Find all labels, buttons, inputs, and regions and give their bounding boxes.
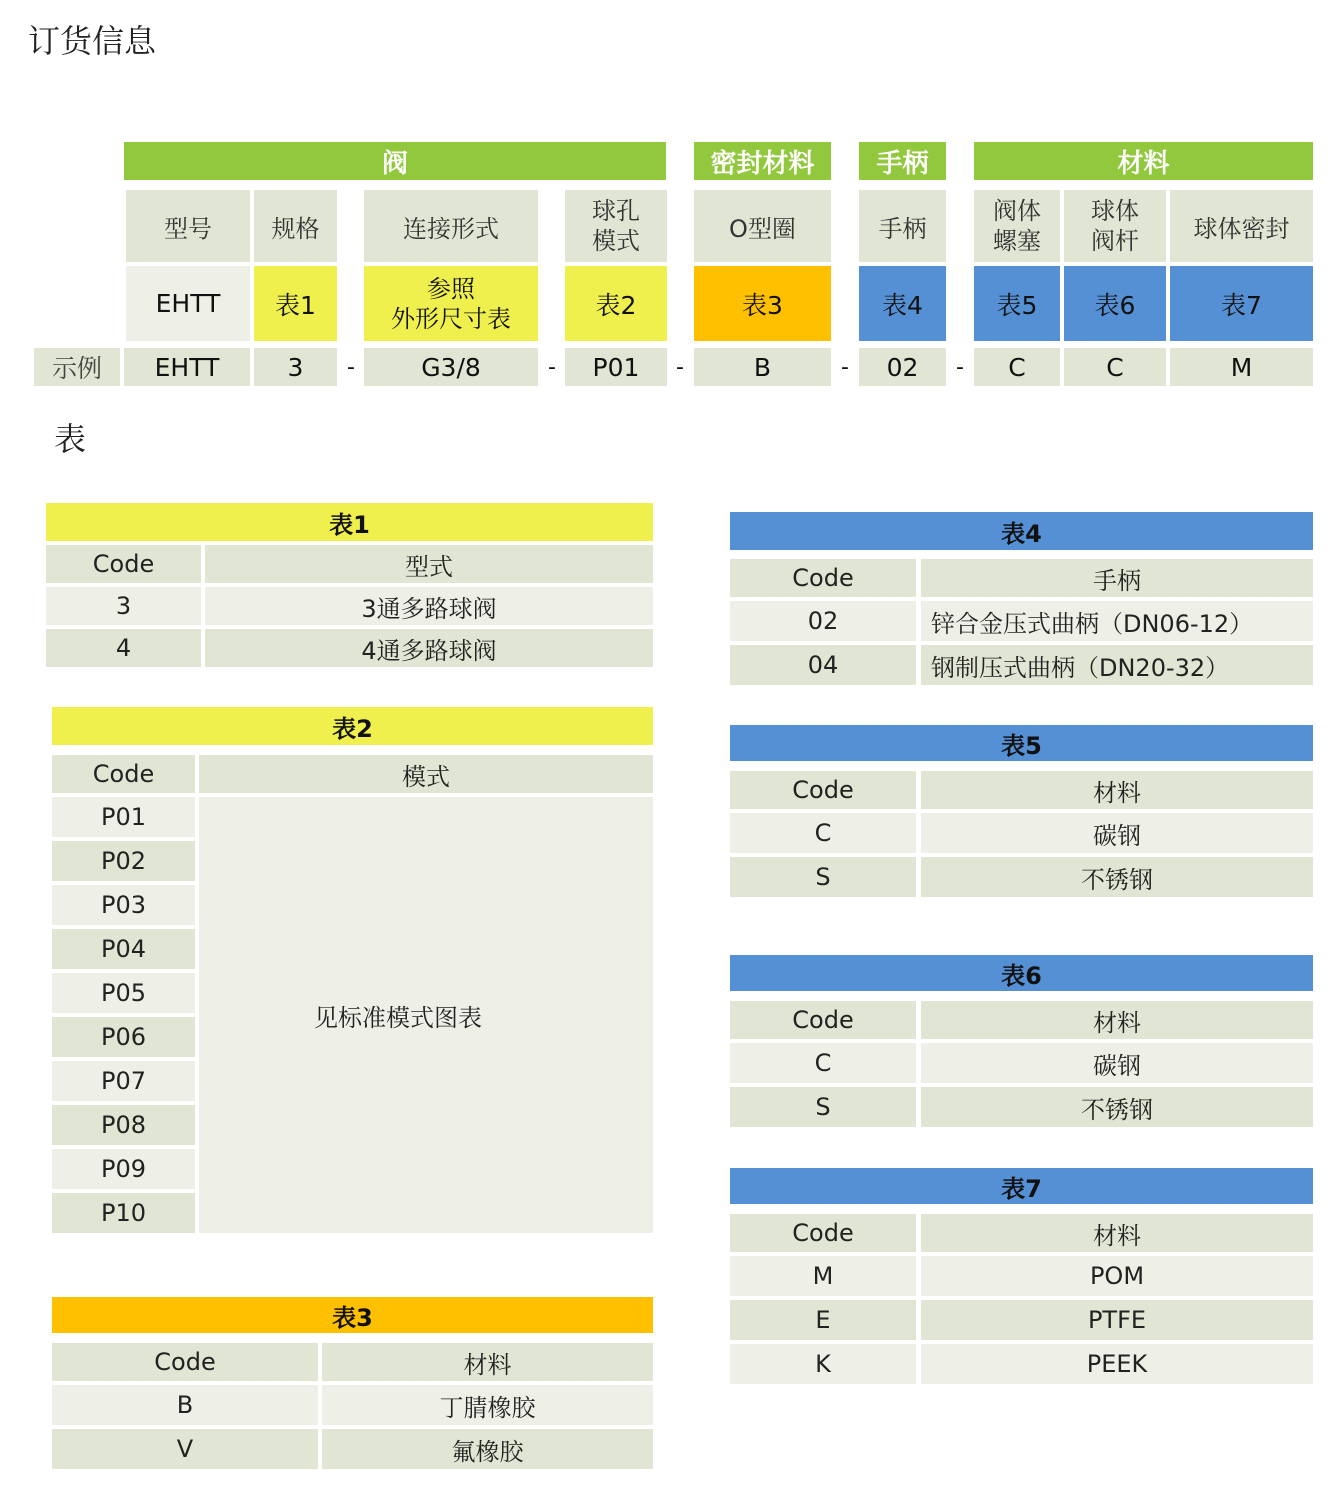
column-header-code: Code <box>52 755 195 793</box>
column-header-material: 材料 <box>921 1214 1313 1252</box>
table-cell-code: P04 <box>52 929 195 969</box>
table-cell-code: 02 <box>730 601 916 641</box>
column-header-type: 型式 <box>205 545 653 583</box>
table-cell-code: E <box>730 1300 916 1340</box>
table-cell-desc: 丁腈橡胶 <box>322 1385 653 1425</box>
label-handle: 手柄 <box>859 190 946 262</box>
label-bore-pattern: 球孔 模式 <box>565 190 667 262</box>
column-header-code: Code <box>46 545 201 583</box>
label-o-ring: O型圈 <box>694 190 831 262</box>
group-seal-material: 密封材料 <box>694 142 831 180</box>
column-header-material: 材料 <box>921 771 1313 809</box>
label-connection: 连接形式 <box>364 190 538 262</box>
table-cell-code: C <box>730 813 916 853</box>
table-title: 表4 <box>730 512 1313 550</box>
column-header-code: Code <box>730 559 916 597</box>
table-title: 表6 <box>730 955 1313 991</box>
table-cell-code: V <box>52 1429 318 1469</box>
example-handle: 02 <box>859 348 946 386</box>
table-cell-code: C <box>730 1043 916 1083</box>
label-ball-seal: 球体密封 <box>1170 190 1313 262</box>
ref-model: EHTT <box>126 266 250 341</box>
table-title: 表1 <box>46 503 653 541</box>
page-title: 订货信息 <box>28 22 157 60</box>
separator-dash: - <box>956 354 964 380</box>
ref-table1: 表1 <box>254 266 337 341</box>
table-cell-desc: 3通多路球阀 <box>205 587 653 625</box>
group-handle: 手柄 <box>859 142 946 180</box>
tables-title: 表 <box>54 420 87 458</box>
table-cell-desc: POM <box>921 1256 1313 1296</box>
table-cell-code: P03 <box>52 885 195 925</box>
table-cell-desc: PEEK <box>921 1344 1313 1384</box>
table-cell-code: P10 <box>52 1193 195 1233</box>
example-bore-pattern: P01 <box>565 348 667 386</box>
group-material: 材料 <box>974 142 1313 180</box>
example-size: 3 <box>254 348 337 386</box>
ref-table5: 表5 <box>974 266 1060 341</box>
ref-table4: 表4 <box>859 266 946 341</box>
label-size: 规格 <box>254 190 337 262</box>
table-cell-code: P01 <box>52 797 195 837</box>
table-cell-code: P06 <box>52 1017 195 1057</box>
table-cell-code: B <box>52 1385 318 1425</box>
separator-dash: - <box>548 354 556 380</box>
table-cell-code: M <box>730 1256 916 1296</box>
example-o-ring: B <box>694 348 831 386</box>
example-model: EHTT <box>124 348 250 386</box>
table-cell-code: 3 <box>46 587 201 625</box>
label-model: 型号 <box>126 190 250 262</box>
column-header-pattern: 模式 <box>199 755 653 793</box>
table-cell-desc: 不锈钢 <box>921 857 1313 897</box>
example-label: 示例 <box>34 348 120 386</box>
ref-table6: 表6 <box>1064 266 1166 341</box>
table-cell-desc: 不锈钢 <box>921 1087 1313 1127</box>
example-connection: G3/8 <box>364 348 538 386</box>
separator-dash: - <box>841 354 849 380</box>
column-header-handle: 手柄 <box>921 559 1313 597</box>
table-title: 表7 <box>730 1168 1313 1204</box>
pattern-description: 见标准模式图表 <box>199 797 653 1233</box>
table-cell-code: 04 <box>730 645 916 685</box>
separator-dash: - <box>347 354 355 380</box>
table-cell-code: P05 <box>52 973 195 1013</box>
table-cell-desc: 氟橡胶 <box>322 1429 653 1469</box>
table-cell-code: P07 <box>52 1061 195 1101</box>
column-header-code: Code <box>730 1214 916 1252</box>
table-cell-desc: 4通多路球阀 <box>205 629 653 667</box>
table-cell-desc: 钢制压式曲柄（DN20-32） <box>921 645 1313 685</box>
separator-dash: - <box>676 354 684 380</box>
table-cell-code: S <box>730 1087 916 1127</box>
table-cell-desc: 碳钢 <box>921 813 1313 853</box>
table-cell-code: P08 <box>52 1105 195 1145</box>
column-header-code: Code <box>52 1343 318 1381</box>
example-body-plug: C <box>974 348 1060 386</box>
table-cell-code: K <box>730 1344 916 1384</box>
ref-table3: 表3 <box>694 266 831 341</box>
ref-table2: 表2 <box>565 266 667 341</box>
label-ball-stem: 球体 阀杆 <box>1064 190 1166 262</box>
table-title: 表2 <box>52 707 653 745</box>
column-header-material: 材料 <box>921 1001 1313 1039</box>
ref-dimension-table: 参照 外形尺寸表 <box>364 266 538 341</box>
group-valve: 阀 <box>124 142 666 180</box>
table-title: 表3 <box>52 1297 653 1333</box>
label-body-plug: 阀体 螺塞 <box>974 190 1060 262</box>
table-cell-code: P09 <box>52 1149 195 1189</box>
table-cell-code: S <box>730 857 916 897</box>
table-title: 表5 <box>730 725 1313 761</box>
example-ball-stem: C <box>1064 348 1166 386</box>
column-header-code: Code <box>730 1001 916 1039</box>
table-cell-code: 4 <box>46 629 201 667</box>
table-cell-code: P02 <box>52 841 195 881</box>
ref-table7: 表7 <box>1170 266 1313 341</box>
table-cell-desc: 锌合金压式曲柄（DN06-12） <box>921 601 1313 641</box>
column-header-material: 材料 <box>322 1343 653 1381</box>
example-ball-seal: M <box>1170 348 1313 386</box>
table-cell-desc: PTFE <box>921 1300 1313 1340</box>
table-cell-desc: 碳钢 <box>921 1043 1313 1083</box>
column-header-code: Code <box>730 771 916 809</box>
